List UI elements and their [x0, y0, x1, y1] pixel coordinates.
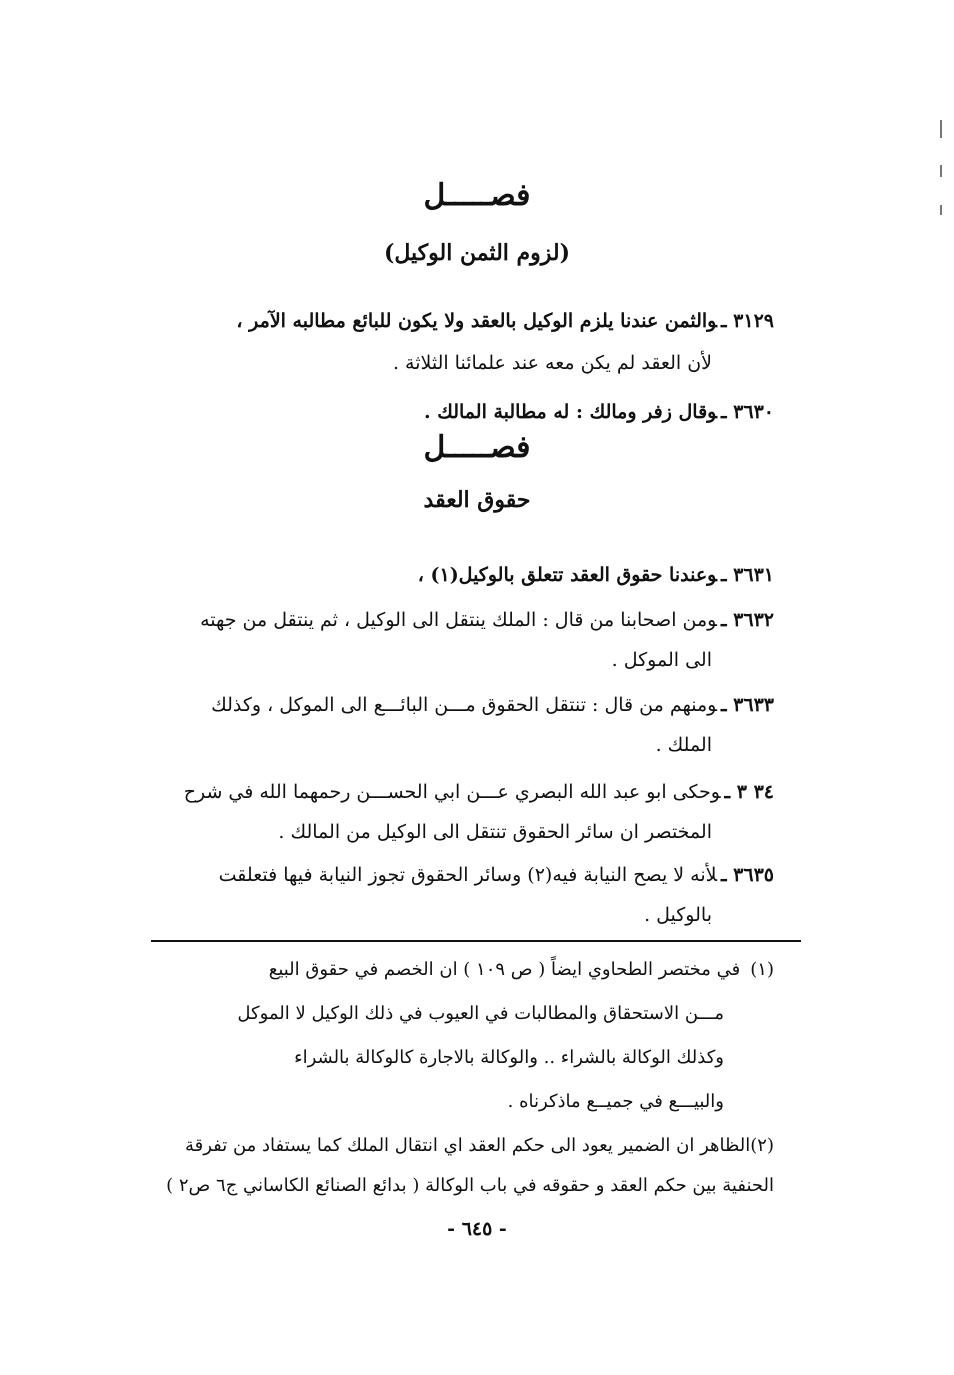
footnote-marker: (١)	[750, 959, 774, 980]
paragraph-text: والثمن عندنا يلزم الوكيل بالعقد ولا يكون للبائع مطالبه الآمر ،	[236, 310, 717, 332]
footnote-1	[154, 948, 774, 1124]
paragraph-text: ومن اصحابنا من قال : الملك ينتقل الى الوكيل ، ثم ينتقل من جهته	[200, 609, 717, 631]
footnote-continuation: والبيـــع في جميــع ماذكرناه .	[507, 1091, 724, 1112]
footnote-marker: (٢)	[750, 1135, 774, 1156]
paragraph-continuation: الى الموكل .	[611, 649, 712, 671]
paragraph-number: ٣٦٣٢ ـ	[720, 609, 774, 631]
paragraph-text: وحكى ابو عبد الله البصري عـــن ابي الحســـن رحمهما الله في شرح	[183, 781, 721, 803]
paragraph-text: ومنهم من قال : تنتقل الحقوق مـــن البائـــع الى الموكل ، وكذلك	[211, 694, 717, 716]
paragraph-3629	[162, 300, 774, 384]
paragraph-continuation: الملك .	[655, 734, 712, 756]
section-subtitle-2: حقوق العقد	[423, 487, 531, 513]
scan-margin-mark	[940, 120, 942, 138]
paragraph-3631	[162, 555, 774, 595]
paragraph-continuation: بالوكيل .	[644, 904, 712, 926]
paragraph-3635	[162, 855, 774, 935]
footnote-continuation: وكذلك الوكالة بالشراء .. والوكالة بالاجارة كالوكالة بالشراء	[294, 1047, 724, 1068]
paragraph-number: ٣٦٣٣ ـ	[720, 694, 774, 716]
paragraph-text: لأنه لا يصح النيابة فيه(٢) وسائر الحقوق تجوز النيابة فيها فتعلقت	[218, 864, 717, 886]
paragraph-text: وعندنا حقوق العقد تتعلق بالوكيل(١) ،	[417, 564, 717, 586]
footnote-divider	[151, 940, 801, 942]
page-number: - ٦٤٥ -	[447, 1218, 507, 1240]
paragraph-number: ٣٤ ٣ ـ	[724, 781, 774, 803]
paragraph-number: ٣١٢٩ ـ	[720, 310, 774, 332]
paragraph-number: ٣٦٣٠ ـ	[720, 401, 774, 423]
paragraph-continuation: المختصر ان سائر الحقوق تنتقل الى الوكيل من المالك .	[278, 821, 712, 843]
section-heading-2: فصـــــل	[423, 430, 531, 465]
scan-margin-mark	[940, 205, 942, 215]
footnote-continuation: الحنفية بين حكم العقد و حقوقه في باب الوكالة ( بدائع الصنائع الكاساني ج٦ ص٢ )	[166, 1175, 774, 1196]
section-heading-1: فصـــــل	[423, 178, 531, 213]
section-subtitle-1: (لزوم الثمن الوكيل)	[383, 240, 571, 266]
paragraph-3632	[162, 600, 774, 680]
paragraph-3630	[162, 392, 774, 432]
paragraph-3633	[162, 685, 774, 765]
paragraph-number: ٣٦٣١ ـ	[720, 564, 774, 586]
paragraph-line	[236, 310, 774, 332]
scan-margin-mark	[940, 165, 942, 177]
paragraph-3634	[162, 772, 774, 852]
paragraph-number: ٣٦٣٥ ـ	[720, 864, 774, 886]
footnote-2	[154, 1126, 774, 1206]
footnotes	[154, 948, 774, 1206]
paragraph-continuation: لأن العقد لم يكن معه عند علمائنا الثلاثة .	[392, 352, 712, 374]
footnote-text: الظاهر ان الضمير يعود الى حكم العقد اي انتقال الملك كما يستفاد من تفرقة	[184, 1135, 751, 1156]
paragraph-text: وقال زفر ومالك : له مطالبة المالك .	[423, 401, 717, 423]
footnote-continuation: مـــن الاستحقاق والمطالبات في العيوب في ذلك الوكيل لا الموكل	[237, 1003, 724, 1024]
footnote-text: في مختصر الطحاوي ايضاً ( ص ١٠٩ ) ان الخصم في حقوق البيع	[268, 959, 741, 980]
